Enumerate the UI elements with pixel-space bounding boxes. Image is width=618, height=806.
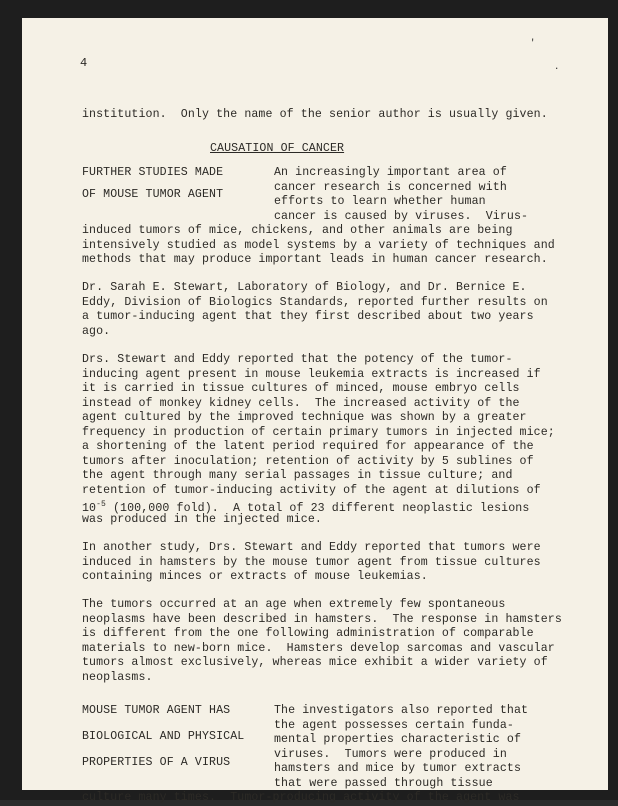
body-line: culture many times. Tumor-producing activity of the agent was	[82, 791, 520, 804]
body-line: neoplasms.	[82, 670, 153, 684]
body-line: Dr. Sarah E. Stewart, Laboratory of Biology, and Dr. Bernice E.	[82, 281, 527, 294]
body-line: induced in hamsters by the mouse tumor agent from tissue cultures	[82, 555, 541, 569]
body-line: neoplasms have been described in hamsters. The response in hamsters	[82, 612, 562, 626]
body-line: An increasingly important area of	[274, 166, 507, 179]
intro-line: institution. Only the name of the senior author is usually given.	[82, 108, 548, 121]
body-line: Drs. Stewart and Eddy reported that the potency of the tumor-	[82, 353, 513, 366]
body-line: ago.	[82, 324, 111, 338]
body-line: Eddy, Division of Biologics Standards, reported further results on	[82, 295, 548, 309]
body-line: containing minces or extracts of mouse leukemias.	[82, 570, 428, 583]
body-line: tumors after inoculation; retention of activity by 5 sublines of	[82, 454, 534, 468]
margin-mark: ·	[554, 64, 560, 74]
margin-mark: '	[530, 38, 536, 48]
body-line: retention of tumor-inducing activity of the agent at dilutions of	[82, 483, 541, 497]
document-page	[22, 18, 608, 804]
body-line: The tumors occurred at an age when extremely few spontaneous	[82, 598, 506, 611]
body-line: materials to new-born mice. Hamsters develop sarcomas and vascular	[82, 641, 555, 655]
body-line: instead of monkey kidney cells. The increased activity of the	[82, 396, 520, 410]
side-heading: OF MOUSE TUMOR AGENT	[82, 188, 224, 201]
body-line: methods that may produce important leads in human cancer research.	[82, 253, 548, 266]
body-line: the agent possesses certain funda-	[274, 718, 514, 732]
side-heading: BIOLOGICAL AND PHYSICAL	[82, 730, 245, 743]
side-heading: FURTHER STUDIES MADE	[82, 166, 224, 179]
body-line: that were passed through tissue	[274, 776, 493, 790]
body-line: cancer is caused by viruses. Virus-	[274, 209, 529, 223]
body-line: cancer research is concerned with	[274, 180, 507, 194]
side-heading: PROPERTIES OF A VIRUS	[82, 756, 231, 769]
body-line: tumors almost exclusively, whereas mice exhibit a wider variety of	[82, 656, 548, 669]
body-line: inducing agent present in mouse leukemia extracts is increased if	[82, 367, 541, 381]
page-number: 4	[80, 56, 88, 70]
dilution-base: 10	[82, 501, 97, 515]
dilution-rest: (100,000 fold). A total of 23 different neoplastic lesions	[105, 501, 530, 515]
body-line: hamsters and mice by tumor extracts	[274, 762, 522, 775]
body-line: The investigators also reported that	[274, 704, 529, 717]
side-heading: MOUSE TUMOR AGENT HAS	[82, 704, 231, 717]
body-line: In another study, Drs. Stewart and Eddy reported that tumors were	[82, 541, 541, 554]
body-line: was produced in the injected mice.	[82, 512, 322, 526]
section-heading: CAUSATION OF CANCER	[210, 142, 345, 155]
body-line: the agent through many serial passages in tissue culture; and	[82, 469, 513, 482]
body-line: agent cultured by the improved technique was shown by a greater	[82, 411, 527, 424]
body-line: induced tumors of mice, chickens, and other animals are being	[82, 224, 513, 237]
body-line: it is carried in tissue cultures of minced, mouse embryo cells	[82, 382, 520, 395]
body-line: is different from the one following administration of comparable	[82, 627, 534, 640]
body-line: a shortening of the latent period required for appearance of the	[82, 440, 534, 453]
body-line: a tumor-inducing agent that they first described about two years	[82, 310, 534, 323]
body-line: viruses. Tumors were produced in	[274, 747, 507, 761]
body-line: efforts to learn whether human	[274, 195, 486, 208]
body-line: frequency in production of certain primary tumors in injected mice;	[82, 425, 555, 439]
dilution-exponent: -5	[96, 500, 106, 509]
body-line: mental properties characteristic of	[274, 733, 522, 746]
body-line: intensively studied as model systems by a variety of techniques and	[82, 238, 555, 252]
